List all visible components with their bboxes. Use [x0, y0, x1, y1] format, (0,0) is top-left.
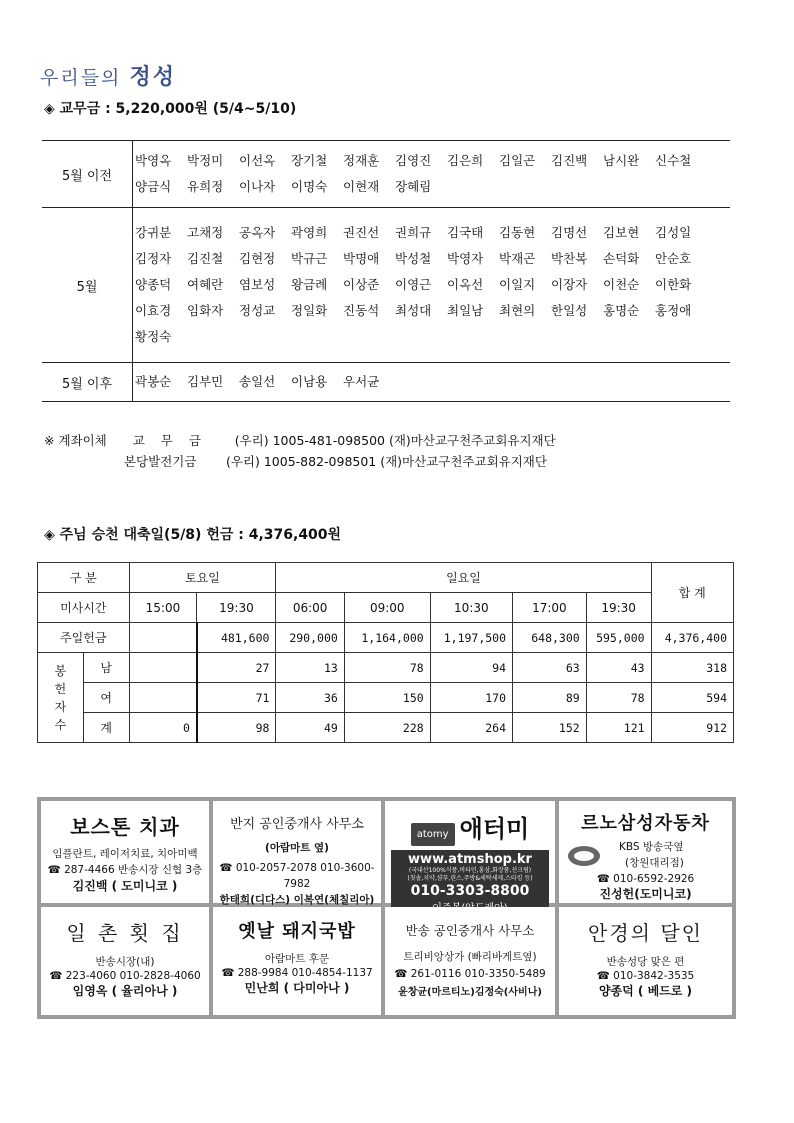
ad-line: www.atmshop.kr: [408, 852, 532, 867]
donor-name: 곽봉순: [135, 374, 172, 389]
cell: 43: [586, 653, 651, 683]
atomy-logo: atomy: [411, 823, 455, 846]
account-bank: (우리) 1005-481-098500 (재)마산교구천주교회유지재단: [234, 433, 556, 448]
donor-name: 김현정: [239, 251, 276, 266]
donor-name: 박영옥: [135, 153, 172, 168]
collection-value: 290,000: [276, 623, 344, 653]
ad-line: 아람마트 후문: [264, 953, 330, 965]
donor-name: 이영근: [395, 277, 432, 292]
donor-name: 김진철: [187, 251, 224, 266]
cell: 63: [513, 653, 587, 683]
cell: 121: [586, 713, 651, 743]
donor-name: 이상준: [343, 277, 380, 292]
collection-value: [129, 623, 197, 653]
donor-name: 권진선: [343, 225, 380, 240]
donor-name: 황정숙: [135, 329, 172, 344]
account-name: 교 무 금: [132, 433, 207, 448]
account-note: [44, 430, 556, 472]
donor-names: [133, 208, 731, 363]
table-row: [42, 208, 730, 363]
ad-title: 보스톤 치과: [70, 815, 180, 839]
cell: 98: [197, 713, 276, 743]
title-part1: 우리들의: [40, 67, 122, 89]
table-row: [38, 593, 734, 623]
offering-table: [37, 562, 734, 743]
donor-name: 김은희: [447, 153, 484, 168]
donor-name: 김부민: [187, 374, 224, 389]
donor-name: 유희정: [187, 179, 224, 194]
col-saturday: 토요일: [129, 563, 276, 593]
ad-line: (칫솔,치약,샴푸,린스,주방&세탁세제,스타킹 등): [407, 875, 533, 882]
ad-phone: ☎ 010-3842-3535: [596, 970, 695, 982]
ad-title: 일 촌 횟 집: [66, 921, 184, 945]
ad-bansong-realty: [385, 907, 555, 1015]
ad-phone: ☎ 261-0116 010-3350-5489: [394, 968, 546, 980]
cell: [129, 683, 197, 713]
table-row: [38, 683, 734, 713]
col-total: 합 계: [651, 563, 733, 623]
donor-name: 임화자: [187, 303, 224, 318]
servants-char: 헌: [54, 681, 67, 696]
ad-line: 반송성당 맞은 편: [606, 956, 685, 968]
collection-value: 1,197,500: [430, 623, 512, 653]
ad-line: (창원대리점): [625, 857, 684, 869]
donor-name: 홍정애: [655, 303, 692, 318]
donor-name: 김보현: [603, 225, 640, 240]
ad-title: 르노삼성자동차: [581, 813, 710, 834]
ad-title: 반송 공인중개사 사무소: [405, 923, 535, 938]
row-label: 남: [83, 653, 129, 683]
servants-label: [38, 653, 84, 743]
cell: 89: [513, 683, 587, 713]
donor-name: 이선옥: [239, 153, 276, 168]
mass-time: 17:00: [513, 593, 587, 623]
ad-glasses: [559, 907, 732, 1015]
donor-table: [42, 140, 730, 402]
donor-name: 최성대: [395, 303, 432, 318]
ad-line: 트리비앙상가 (빠리바게트옆): [403, 951, 537, 963]
ad-line: 임플란트, 레이저치료, 치아미백: [52, 848, 198, 860]
ad-line: (아람마트 옆): [265, 842, 329, 854]
donor-name: 이현재: [343, 179, 380, 194]
row-label: 여: [83, 683, 129, 713]
donor-name: 정성교: [239, 303, 276, 318]
cell: 228: [344, 713, 430, 743]
donor-name: 김일곤: [499, 153, 536, 168]
donor-name: 염보성: [239, 277, 276, 292]
donor-label: 5월 이후: [42, 363, 133, 402]
donor-name: 양금식: [135, 179, 172, 194]
collection-value: 595,000: [586, 623, 651, 653]
kyomu-heading: ◈ 교무금 : 5,220,000원 (5/4~5/10): [44, 101, 297, 117]
donor-name: 이일지: [499, 277, 536, 292]
collection-value: 4,376,400: [651, 623, 733, 653]
donor-name: 박찬복: [551, 251, 588, 266]
page-title: [40, 60, 176, 91]
ad-phone: ☎ 010-2057-2078 010-3600-7982: [219, 862, 375, 890]
mass-label: 미사시간: [38, 593, 130, 623]
ad-line: 반송시장(내): [95, 956, 155, 968]
donor-name: 곽영희: [291, 225, 328, 240]
donor-name: 신수철: [655, 153, 692, 168]
cell: 71: [197, 683, 276, 713]
ad-phone: ☎ 288-9984 010-4854-1137: [221, 967, 373, 979]
ad-phone: ☎ 287-4466 반송시장 신협 3층: [47, 864, 203, 876]
donor-name: 박명애: [343, 251, 380, 266]
donor-name: 권희규: [395, 225, 432, 240]
donor-name: 김정자: [135, 251, 172, 266]
table-row: [42, 363, 730, 402]
mass-time: 15:00: [129, 593, 197, 623]
donor-name: 우서균: [343, 374, 380, 389]
account-name: 본당발전기금: [123, 454, 197, 469]
donor-name: 강귀분: [135, 225, 172, 240]
mass-time: 06:00: [276, 593, 344, 623]
cell: 0: [129, 713, 197, 743]
donor-name: 박영자: [447, 251, 484, 266]
ad-boston-dental: [41, 801, 209, 903]
donor-name: 양종덕: [135, 277, 172, 292]
donor-label: 5월: [42, 208, 133, 363]
mass-time: 10:30: [430, 593, 512, 623]
donor-name: 왕금례: [291, 277, 328, 292]
ad-title: 옛날 돼지국밥: [238, 921, 356, 942]
donor-name: 최일남: [447, 303, 484, 318]
servants-char: 수: [54, 717, 67, 732]
ad-ilchon-sashimi: [41, 907, 209, 1015]
donor-name: 남시완: [603, 153, 640, 168]
donor-label: 5월 이전: [42, 141, 133, 208]
table-row: [38, 623, 734, 653]
donor-name: 이남용: [291, 374, 328, 389]
ad-title: 애터미: [459, 815, 530, 843]
donor-name: 김영진: [395, 153, 432, 168]
cell: 150: [344, 683, 430, 713]
donor-name: 이옥선: [447, 277, 484, 292]
ad-banji-realty: [213, 801, 381, 906]
donor-name: 손덕화: [603, 251, 640, 266]
title-part2: 정성: [129, 64, 176, 90]
ad-atomy: [385, 801, 555, 903]
donor-name: 박성철: [395, 251, 432, 266]
donor-name: 고채정: [187, 225, 224, 240]
donor-name: 홍명순: [603, 303, 640, 318]
table-row: [38, 653, 734, 683]
donor-names: [133, 141, 731, 208]
donor-name: 장혜림: [395, 179, 432, 194]
cell: 912: [651, 713, 733, 743]
donor-name: 박규근: [291, 251, 328, 266]
cell: 27: [197, 653, 276, 683]
cell: 36: [276, 683, 344, 713]
servants-char: 자: [54, 699, 67, 714]
donor-name: 김성일: [655, 225, 692, 240]
donor-name: 한일성: [551, 303, 588, 318]
table-row: [42, 141, 730, 208]
cell: 49: [276, 713, 344, 743]
col-sunday: 일요일: [276, 563, 651, 593]
ad-contact: 윤창균(마르티노)김정숙(사비나): [398, 987, 542, 998]
ad-contact: 양종덕 ( 베드로 ): [598, 984, 693, 998]
ad-phone: 010-3303-8800: [410, 883, 530, 899]
donor-name: 이천순: [603, 277, 640, 292]
ad-line: (국내산100%식품,비타민,홍삼,화장품,선크림): [408, 867, 532, 874]
mass-time: 19:30: [586, 593, 651, 623]
donor-name: 김동현: [499, 225, 536, 240]
donor-name: 장기철: [291, 153, 328, 168]
ad-renault-samsung: [559, 801, 732, 903]
donor-name: 공옥자: [239, 225, 276, 240]
donor-name: 김진백: [551, 153, 588, 168]
cell: 94: [430, 653, 512, 683]
donor-name: 최현의: [499, 303, 536, 318]
donor-name: 여혜란: [187, 277, 224, 292]
collection-value: 1,164,000: [344, 623, 430, 653]
ad-phone: ☎ 010-6592-2926: [596, 873, 695, 885]
row-label: 계: [83, 713, 129, 743]
cell: 78: [344, 653, 430, 683]
collection-value: 481,600: [197, 623, 276, 653]
donor-name: 박재곤: [499, 251, 536, 266]
donor-name: 김국태: [447, 225, 484, 240]
ad-title: 반지 공인중개사 사무소: [230, 817, 364, 832]
ad-contact: 김진백 ( 도미니코 ): [72, 879, 178, 893]
ad-title: 안경의 달인: [588, 921, 703, 945]
donor-name: 이명숙: [291, 179, 328, 194]
mass-time: 09:00: [344, 593, 430, 623]
collection-label: 주일헌금: [38, 623, 130, 653]
donor-name: 김명선: [551, 225, 588, 240]
donor-name: 정재훈: [343, 153, 380, 168]
donor-name: 이장자: [551, 277, 588, 292]
cell: 318: [651, 653, 733, 683]
cell: 13: [276, 653, 344, 683]
donor-name: 이한화: [655, 277, 692, 292]
donor-name: 진동석: [343, 303, 380, 318]
mass-time: 19:30: [197, 593, 276, 623]
ad-grid: [37, 797, 736, 1019]
table-row: [38, 563, 734, 593]
ad-contact: 민난희 ( 다미아나 ): [244, 981, 350, 995]
cell: 594: [651, 683, 733, 713]
ad-contact: 한태희(디다스) 이복연(체칠리아): [219, 894, 375, 906]
donor-name: 안순호: [655, 251, 692, 266]
ad-phone: ☎ 223-4060 010-2828-4060: [49, 970, 201, 982]
table-row: [38, 713, 734, 743]
col-gubun: 구 분: [38, 563, 130, 593]
donor-name: 이나자: [239, 179, 276, 194]
cell: 170: [430, 683, 512, 713]
donor-name: 이효경: [135, 303, 172, 318]
donor-name: 박정미: [187, 153, 224, 168]
cell: 78: [586, 683, 651, 713]
donor-names: [133, 363, 731, 402]
cell: [129, 653, 197, 683]
renault-logo-icon: [567, 845, 601, 867]
ad-contact: 진성헌(도미니코): [599, 887, 692, 901]
ad-contact: 임영옥 ( 율리아나 ): [72, 984, 178, 998]
servants-char: 봉: [54, 663, 67, 678]
collection-value: 648,300: [513, 623, 587, 653]
ad-line: KBS 방송국옆: [619, 841, 684, 853]
cell: 152: [513, 713, 587, 743]
cell: 264: [430, 713, 512, 743]
account-bank: (우리) 1005-882-098501 (재)마산교구천주교회유지재단: [225, 454, 547, 469]
account-prefix: ※ 계좌이체: [44, 433, 107, 448]
offering-heading: ◈ 주님 승천 대축일(5/8) 헌금 : 4,376,400원: [44, 527, 342, 543]
donor-name: 송일선: [239, 374, 276, 389]
ad-gukbap: [213, 907, 381, 1015]
donor-name: 정일화: [291, 303, 328, 318]
